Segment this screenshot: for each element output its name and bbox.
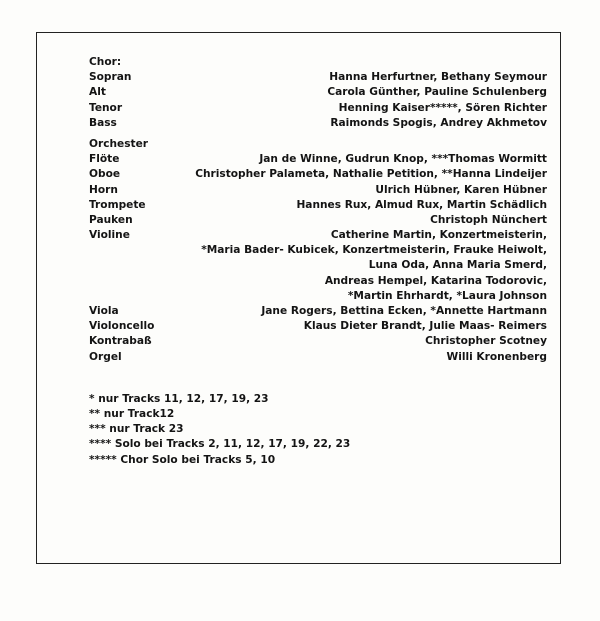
- credit-row-bass: Bass Raimonds Spogis, Andrey Akhmetov: [89, 116, 547, 129]
- footnote: * nur Tracks 11, 12, 17, 19, 23: [89, 392, 269, 405]
- credit-row-orgel: Orgel Willi Kronenberg: [89, 350, 547, 363]
- violine-continuation: Luna Oda, Anna Maria Smerd,: [368, 259, 547, 272]
- violine-continuation: Andreas Hempel, Katarina Todorovic,: [324, 274, 547, 287]
- credit-row-pauken: Pauken Christoph Nünchert: [89, 213, 547, 226]
- footnote: ***** Chor Solo bei Tracks 5, 10: [89, 453, 276, 466]
- credit-row-floete: Flöte Jan de Winne, Gudrun Knop, ***Thomas Wormitt: [89, 153, 547, 166]
- credit-row-sopran: Sopran Hanna Herfurtner, Bethany Seymour: [89, 71, 547, 84]
- choir-heading: Chor:: [89, 56, 122, 68]
- credit-row-oboe: Oboe Christopher Palameta, Nathalie Petition, **Hanna Lindeijer: [89, 168, 547, 181]
- page-frame: [36, 32, 561, 564]
- credit-row-viola: Viola Jane Rogers, Bettina Ecken, *Annette Hartmann: [89, 305, 547, 317]
- credit-row-violine: Violine Catherine Martin, Konzertmeisterin,: [89, 229, 547, 242]
- credit-row-alt: Alt Carola Günther, Pauline Schulenberg: [89, 86, 547, 99]
- credit-row-horn: Horn Ulrich Hübner, Karen Hübner: [89, 183, 547, 196]
- credit-row-kontrabass: Kontrabaß Christopher Scotney: [89, 335, 547, 348]
- footnote: ** nur Track12: [89, 407, 175, 420]
- credit-row-tenor: Tenor Henning Kaiser*****, Sören Richter: [89, 101, 547, 114]
- violine-continuation: *Maria Bader- Kubicek, Konzertmeisterin, Frauke Heiwolt,: [201, 244, 547, 257]
- credit-row-trompete: Trompete Hannes Rux, Almud Rux, Martin Schädlich: [89, 198, 547, 211]
- footnote: *** nur Track 23: [89, 423, 184, 436]
- credit-row-violoncello: Violoncello Klaus Dieter Brandt, Julie Maas- Reimers: [89, 320, 547, 333]
- orchestra-heading: Orchester: [89, 137, 149, 150]
- footnote: **** Solo bei Tracks 2, 11, 12, 17, 19, 22, 23: [89, 438, 351, 451]
- credits-list: [89, 55, 547, 468]
- violine-continuation: *Martin Ehrhardt, *Laura Johnson: [347, 289, 547, 302]
